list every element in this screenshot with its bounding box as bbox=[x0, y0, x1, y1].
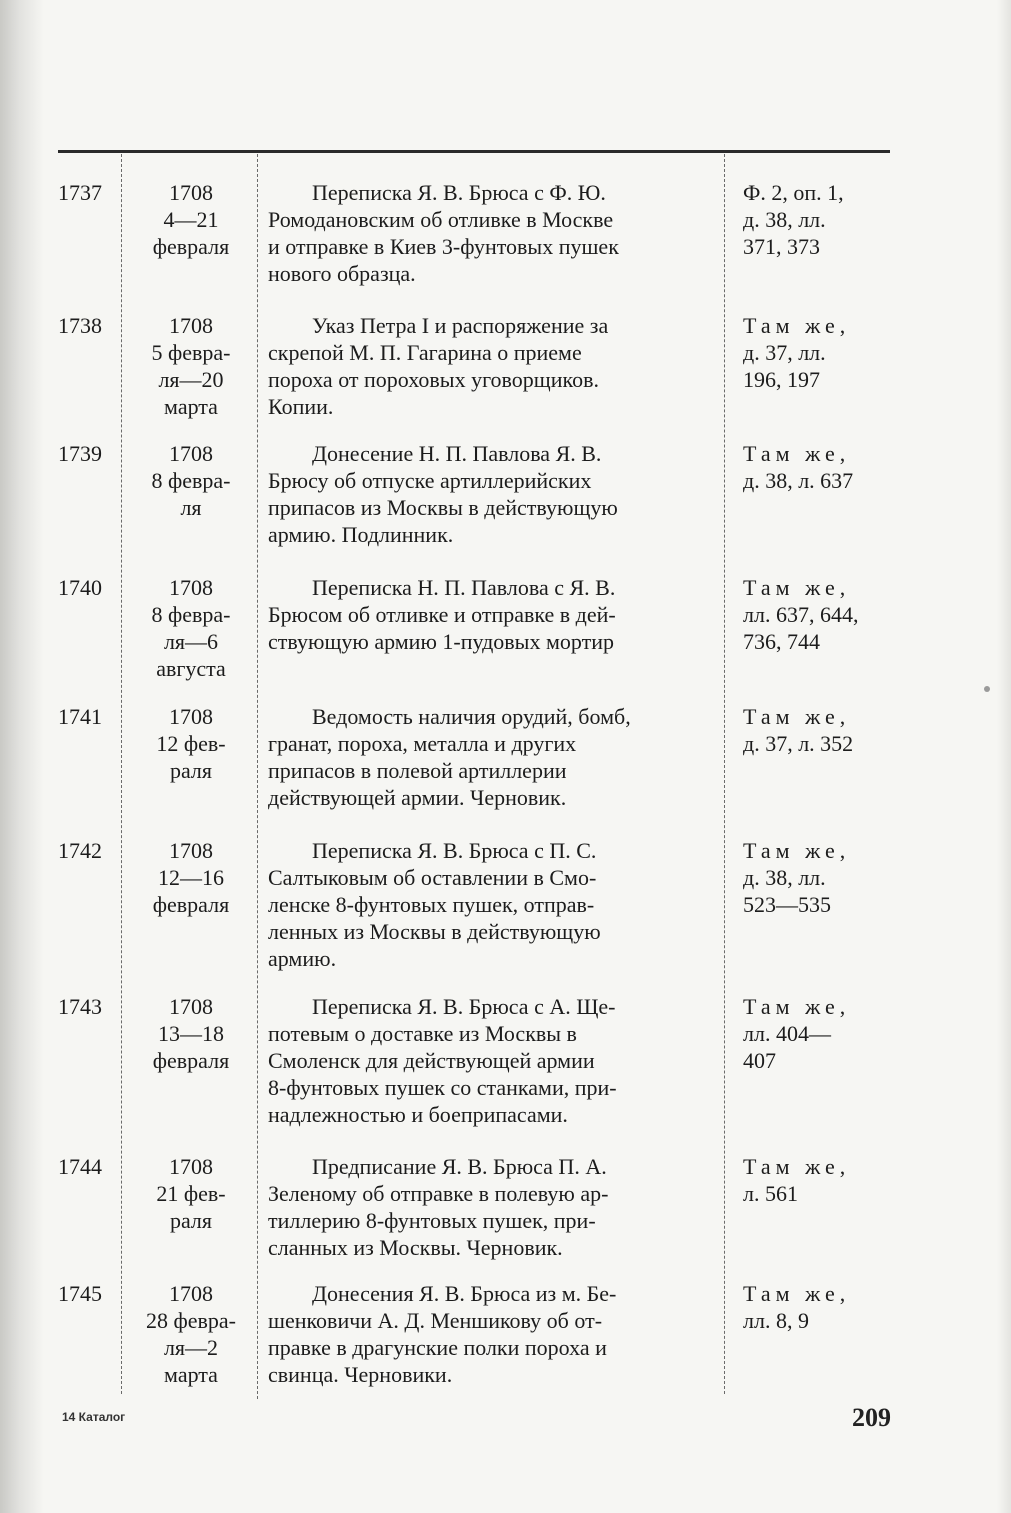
entry-description: Ведомость наличия орудий, бомб, гранат, пороха, металла и других припасов в полевой артиллерии действующей армии. Черновик. bbox=[268, 704, 631, 810]
page-number: 209 bbox=[852, 1403, 891, 1432]
entry-archive-reference: Там же, л. 561 bbox=[743, 1154, 851, 1206]
entry-description: Переписка Я. В. Брюса с П. С. Салтыковым об оставлении в Смо- ленске 8-фунтовых пушек, отправ- ленных из Москвы в действующую армию. bbox=[268, 838, 601, 971]
entry-date: 1708 8 февра- ля bbox=[151, 441, 231, 520]
entry-description: Донесение Н. П. Павлова Я. В. Брюсу об отпуске артиллерийских припасов из Москвы в действующую армию. Подлинник. bbox=[268, 441, 618, 547]
entry-archive-reference: Там же, лл. 637, 644, 736, 744 bbox=[743, 575, 859, 654]
entry-number: 1743 bbox=[58, 994, 102, 1019]
entry-number: 1739 bbox=[58, 441, 102, 466]
entry-archive-reference: Там же, д. 38, лл. 523—535 bbox=[743, 838, 851, 917]
entry-archive-reference: Ф. 2, оп. 1, д. 38, лл. 371, 373 bbox=[743, 180, 844, 259]
entry-description: Переписка Я. В. Брюса с Ф. Ю. Ромодановским об отливке в Москве и отправке в Киев 3-фунтовых пушек нового образца. bbox=[268, 180, 619, 286]
entry-date: 1708 12 фев- раля bbox=[156, 704, 226, 783]
entry-date: 1708 4—21 февраля bbox=[152, 180, 230, 259]
entry-number: 1737 bbox=[58, 180, 102, 205]
entry-number: 1742 bbox=[58, 838, 102, 863]
entry-description: Переписка Я. В. Брюса с А. Ще- потевым о доставке из Москвы в Смоленск для действующей армии 8-фунтовых пушек со станками, при- надлежностью и боеприпасами. bbox=[268, 994, 617, 1127]
entry-archive-reference: Там же, д. 37, л. 352 bbox=[743, 704, 854, 756]
entry-date: 1708 12—16 февраля bbox=[152, 838, 230, 917]
entry-description: Указ Петра I и распоряжение за скрепой М. П. Гагарина о приеме пороха от пороховых уговорщиков. Копии. bbox=[268, 313, 609, 419]
entry-description: Переписка Н. П. Павлова с Я. В. Брюсом об отливке и отправке в дей- ствующую армию 1-пудовых мортир bbox=[268, 575, 616, 654]
entry-archive-reference: Там же, лл. 404— 407 bbox=[743, 994, 851, 1073]
entry-date: 1708 13—18 февраля bbox=[152, 994, 230, 1073]
entry-date: 1708 5 февра- ля—20 марта bbox=[151, 313, 231, 419]
entry-archive-reference: Там же, д. 38, л. 637 bbox=[743, 441, 854, 493]
entry-date: 1708 28 февра- ля—2 марта bbox=[146, 1281, 236, 1387]
signature-mark: 14 Каталог bbox=[62, 1410, 126, 1424]
entry-number: 1741 bbox=[58, 704, 102, 729]
entry-date: 1708 21 фев- раля bbox=[156, 1154, 226, 1233]
entry-number: 1745 bbox=[58, 1281, 102, 1306]
entry-archive-reference: Там же, лл. 8, 9 bbox=[743, 1281, 851, 1333]
entry-description: Донесения Я. В. Брюса из м. Бе- шенковичи А. Д. Меншикову об от- правке в драгунские полки пороха и свинца. Черновики. bbox=[268, 1281, 617, 1387]
entry-description: Предписание Я. В. Брюса П. А. Зеленому об отправке в полевую ар- тиллерию 8-фунтовых пушек, при- сланных из Москвы. Черновик. bbox=[268, 1154, 609, 1260]
entry-date: 1708 8 февра- ля—6 августа bbox=[151, 575, 231, 681]
entry-number: 1744 bbox=[58, 1154, 102, 1179]
entry-archive-reference: Там же, д. 37, лл. 196, 197 bbox=[743, 313, 851, 392]
entry-number: 1740 bbox=[58, 575, 102, 600]
entry-number: 1738 bbox=[58, 313, 102, 338]
